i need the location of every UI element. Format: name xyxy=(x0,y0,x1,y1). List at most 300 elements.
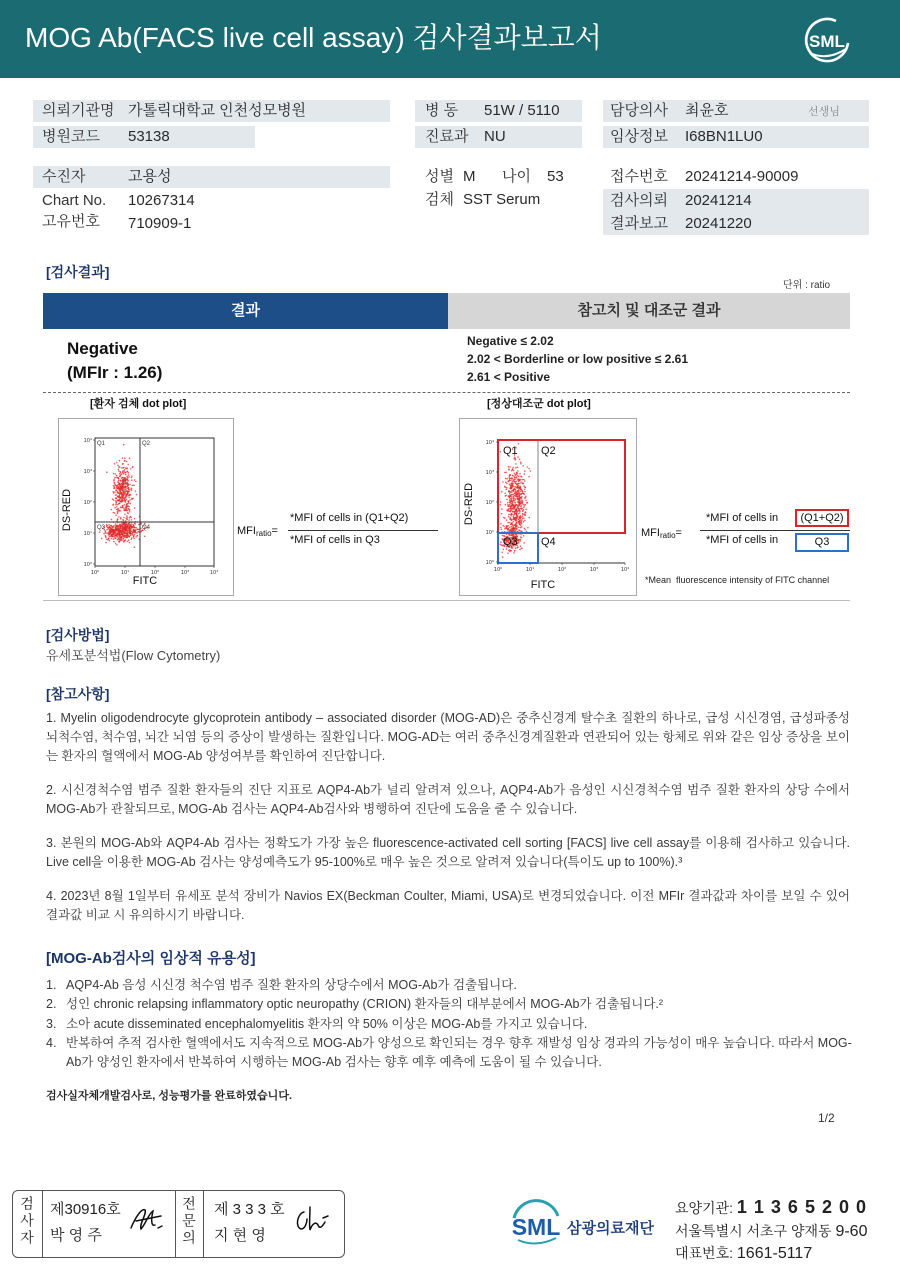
event-dot xyxy=(121,485,123,487)
event-dot xyxy=(508,514,510,516)
report-title: MOG Ab(FACS live cell assay) 검사결과보고서 xyxy=(25,22,602,53)
event-dot xyxy=(125,492,127,494)
age-label: 나이 xyxy=(502,168,531,185)
list-text: AQP4-Ab 음성 시신경 척수염 범주 질환 환자의 상당수에서 MOG-Ab가 검출됩니다. xyxy=(66,978,517,992)
event-dot xyxy=(513,516,515,518)
event-dot xyxy=(121,498,123,500)
event-dot xyxy=(128,474,130,476)
event-dot xyxy=(525,496,527,498)
event-dot xyxy=(113,529,115,531)
event-dot xyxy=(507,504,509,506)
event-dot xyxy=(125,494,127,496)
event-dot xyxy=(131,479,133,481)
event-dot xyxy=(500,544,502,546)
list-text: 성인 chronic relapsing inflammatory optic neuropathy (CRION) 환자들의 대부분에서 MOG-Ab가 검출됩니다.² xyxy=(66,997,664,1012)
event-dot xyxy=(517,506,519,508)
event-dot xyxy=(99,531,101,533)
x-tick-label: 10⁴ xyxy=(620,567,630,573)
org-name: 삼광의료재단 xyxy=(567,1220,654,1237)
event-dot xyxy=(126,490,128,492)
event-dot xyxy=(137,528,139,530)
event-dot xyxy=(509,527,511,529)
event-dot xyxy=(514,493,516,495)
event-dot xyxy=(110,525,112,527)
event-dot xyxy=(136,494,138,496)
event-dot xyxy=(524,505,526,507)
event-dot xyxy=(126,533,128,535)
event-dot xyxy=(123,495,125,497)
event-dot xyxy=(120,479,122,481)
event-dot xyxy=(122,506,124,508)
event-dot xyxy=(119,476,121,478)
event-dot xyxy=(518,490,520,492)
event-dot xyxy=(515,513,517,515)
event-dot xyxy=(511,500,513,502)
event-dot xyxy=(525,500,527,502)
event-dot xyxy=(122,487,124,489)
event-dot xyxy=(121,523,123,525)
event-dot xyxy=(125,486,127,488)
event-dot xyxy=(113,541,115,543)
event-dot xyxy=(505,495,507,497)
sml-logo xyxy=(796,9,858,71)
quadrant-label-q1: Q1 xyxy=(97,441,106,447)
event-dot xyxy=(117,504,119,506)
org-logo xyxy=(506,1196,566,1248)
q1-q2-highlight-box: (Q1+Q2) xyxy=(795,509,849,527)
result-bottom-divider xyxy=(43,600,850,601)
event-dot xyxy=(114,484,116,486)
event-dot xyxy=(137,531,139,533)
event-dot xyxy=(127,493,129,495)
facility-line xyxy=(675,1197,867,1218)
event-dot xyxy=(129,484,131,486)
facility-number: 1 1 3 6 5 2 0 0 xyxy=(736,1197,867,1217)
event-dot xyxy=(106,471,108,473)
event-dot xyxy=(119,537,121,539)
event-dot xyxy=(512,481,514,483)
event-dot xyxy=(509,493,511,495)
event-dot xyxy=(123,493,125,495)
event-dot xyxy=(137,535,139,537)
event-dot xyxy=(507,552,509,554)
event-dot xyxy=(501,491,503,493)
clinical-utility-title: [MOG-Ab검사의 임상적 유용성] xyxy=(46,950,256,967)
event-dot xyxy=(520,493,522,495)
mfi-subscript: ratio xyxy=(659,531,676,540)
event-dot xyxy=(519,549,521,551)
event-dot xyxy=(512,525,514,527)
event-dot xyxy=(516,498,518,500)
event-dot xyxy=(524,529,526,531)
event-dot xyxy=(124,509,126,511)
event-dot xyxy=(123,485,125,487)
event-dot xyxy=(124,504,126,506)
event-dot xyxy=(116,544,118,546)
event-dot xyxy=(116,499,118,501)
y-tick-label: 10⁴ xyxy=(485,440,494,446)
quadrant-label-q3: Q3 xyxy=(97,525,106,531)
event-dot xyxy=(522,493,524,495)
event-dot xyxy=(127,516,129,518)
event-dot xyxy=(130,468,132,470)
event-dot xyxy=(131,477,133,479)
department-value: NU xyxy=(484,128,506,145)
event-dot xyxy=(514,519,516,521)
event-dot xyxy=(518,527,520,529)
event-dot xyxy=(115,532,117,534)
specialist-license: 제 3 3 3 호 xyxy=(214,1201,285,1218)
event-dot xyxy=(119,460,121,462)
y-tick-label: 10³ xyxy=(83,469,92,475)
event-dot xyxy=(123,491,125,493)
event-dot xyxy=(135,481,137,483)
event-dot xyxy=(508,466,510,468)
event-dot xyxy=(130,525,132,527)
event-dot xyxy=(519,502,521,504)
event-dot xyxy=(120,539,122,541)
equals-sign: = xyxy=(271,525,278,537)
event-dot xyxy=(109,534,111,536)
x-axis-label: FITC xyxy=(530,579,556,591)
event-dot xyxy=(121,536,123,538)
event-dot xyxy=(513,494,515,496)
event-dot xyxy=(518,500,520,502)
event-dot xyxy=(109,540,111,542)
event-dot xyxy=(117,492,119,494)
event-dot xyxy=(526,531,528,533)
institution-label: 의뢰기관명 xyxy=(42,102,115,119)
event-dot xyxy=(520,530,522,532)
x-tick-label: 10⁴ xyxy=(209,570,219,576)
event-dot xyxy=(127,478,129,480)
event-dot xyxy=(116,486,118,488)
event-dot xyxy=(133,485,135,487)
event-dot xyxy=(116,509,118,511)
unique-id-value: 710909-1 xyxy=(128,215,192,232)
event-dot xyxy=(105,532,107,534)
event-dot xyxy=(508,528,510,530)
event-dot xyxy=(523,517,525,519)
fraction-bar xyxy=(288,530,438,531)
event-dot xyxy=(127,512,129,514)
patient-plot-title: [환자 검체 dot plot] xyxy=(90,398,187,410)
event-dot xyxy=(506,478,508,480)
event-dot xyxy=(132,526,134,528)
event-dot xyxy=(129,494,131,496)
event-dot xyxy=(116,475,118,477)
clinical-utility-list xyxy=(46,976,852,1072)
event-dot xyxy=(115,500,117,502)
dashed-divider xyxy=(43,392,850,393)
quadrant-label-q2: Q2 xyxy=(541,445,556,457)
event-dot xyxy=(124,460,126,462)
event-dot xyxy=(505,527,507,529)
signature-divider xyxy=(203,1190,204,1258)
event-dot xyxy=(115,514,117,516)
event-dot xyxy=(128,487,130,489)
specimen-value: SST Serum xyxy=(463,191,541,208)
address-number: 9-60 xyxy=(835,1223,868,1240)
results-section-title: [검사결과] xyxy=(46,264,110,280)
event-dot xyxy=(508,516,510,518)
y-axis-label: DS-RED xyxy=(61,488,73,532)
event-dot xyxy=(116,533,118,535)
event-dot xyxy=(508,497,510,499)
event-dot xyxy=(502,481,504,483)
event-dot xyxy=(519,512,521,514)
mfi-subscript: ratio xyxy=(255,529,272,538)
event-dot xyxy=(123,529,125,531)
event-dot xyxy=(131,538,133,540)
event-dot xyxy=(501,552,503,554)
event-dot xyxy=(111,538,113,540)
event-dot xyxy=(132,534,134,536)
unique-id-label: 고유번호 xyxy=(42,213,100,230)
event-dot xyxy=(120,488,122,490)
event-dot xyxy=(501,529,503,531)
event-dot xyxy=(126,508,128,510)
examiner-license: 제30916호 xyxy=(50,1201,121,1218)
event-dot xyxy=(103,533,105,535)
clinical-info-label: 임상정보 xyxy=(610,128,668,145)
event-dot xyxy=(134,518,136,520)
event-dot xyxy=(524,491,526,493)
event-dot xyxy=(518,443,520,445)
event-dot xyxy=(513,490,515,492)
event-dot xyxy=(524,489,526,491)
event-dot xyxy=(509,518,511,520)
event-dot xyxy=(127,508,129,510)
event-dot xyxy=(109,527,111,529)
event-dot xyxy=(513,530,515,532)
event-dot xyxy=(111,509,113,511)
event-dot xyxy=(117,496,119,498)
event-dot xyxy=(508,491,510,493)
event-dot xyxy=(111,528,113,530)
specimen-label: 검체 xyxy=(425,191,454,208)
event-dot xyxy=(517,491,519,493)
equals-sign: = xyxy=(675,527,682,539)
event-dot xyxy=(509,466,511,468)
event-dot xyxy=(129,511,131,513)
clinical-info-value: I68BN1LU0 xyxy=(685,128,763,145)
event-dot xyxy=(520,461,522,463)
institution-value: 가톨릭대학교 인천성모병원 xyxy=(128,102,307,119)
event-dot xyxy=(117,488,119,490)
ward-value: 51W / 5110 xyxy=(484,102,560,119)
event-dot xyxy=(510,530,512,532)
event-dot xyxy=(512,467,514,469)
chart-no-label: Chart No. xyxy=(42,192,107,209)
event-dot xyxy=(119,541,121,543)
event-dot xyxy=(125,472,127,474)
event-dot xyxy=(120,529,122,531)
event-dot xyxy=(133,538,135,540)
event-dot xyxy=(518,493,520,495)
y-tick-label: 10¹ xyxy=(485,530,494,536)
event-dot xyxy=(524,473,526,475)
report-date-label: 결과보고 xyxy=(610,215,668,232)
event-dot xyxy=(517,504,519,506)
y-axis-label: DS-RED xyxy=(463,482,475,526)
event-dot xyxy=(510,485,512,487)
event-dot xyxy=(119,497,121,499)
event-dot xyxy=(123,538,125,540)
event-dot xyxy=(119,529,121,531)
event-dot xyxy=(131,475,133,477)
event-dot xyxy=(126,482,128,484)
event-dot xyxy=(112,526,114,528)
event-dot xyxy=(120,487,122,489)
event-dot xyxy=(135,531,137,533)
event-dot xyxy=(521,490,523,492)
event-dot xyxy=(121,474,123,476)
event-dot xyxy=(107,539,109,541)
event-dot xyxy=(109,536,111,538)
event-dot xyxy=(507,502,509,504)
event-dot xyxy=(519,517,521,519)
event-dot xyxy=(521,508,523,510)
sex-label: 성별 xyxy=(425,168,454,185)
event-dot xyxy=(126,499,128,501)
event-dot xyxy=(525,508,527,510)
event-dot xyxy=(519,483,521,485)
event-dot xyxy=(134,479,136,481)
event-dot xyxy=(504,517,506,519)
signature-divider xyxy=(175,1190,176,1258)
event-dot xyxy=(528,468,530,470)
event-dot xyxy=(510,550,512,552)
examiner-name: 박 영 주 xyxy=(50,1227,102,1244)
event-dot xyxy=(125,497,127,499)
event-dot xyxy=(510,498,512,500)
event-dot xyxy=(517,521,519,523)
event-dot xyxy=(120,525,122,527)
event-dot xyxy=(523,504,525,506)
department-label: 진료과 xyxy=(425,128,469,145)
event-dot xyxy=(522,465,524,467)
request-date-label: 검사의뢰 xyxy=(610,192,668,209)
event-dot xyxy=(509,474,511,476)
event-dot xyxy=(507,509,509,511)
event-dot xyxy=(519,498,521,500)
event-dot xyxy=(508,550,510,552)
event-dot xyxy=(520,525,522,527)
age-value: 53 xyxy=(547,168,564,185)
event-dot xyxy=(510,515,512,517)
event-dot xyxy=(123,483,125,485)
event-dot xyxy=(509,522,511,524)
event-dot xyxy=(118,480,120,482)
formula-numerator: *MFI of cells in (Q1+Q2) xyxy=(290,512,409,524)
phone-line xyxy=(675,1243,812,1263)
receipt-label: 접수번호 xyxy=(610,168,668,185)
phone-number: 1661-5117 xyxy=(736,1245,813,1262)
event-dot xyxy=(110,532,112,534)
event-dot xyxy=(113,535,115,537)
event-dot xyxy=(505,472,507,474)
event-dot xyxy=(123,444,125,446)
mfi-text: MFI xyxy=(641,527,660,539)
note-paragraph: 3. 본원의 MOG-Ab와 AQP4-Ab 검사는 정확도가 가장 높은 fluorescence-activated cell sorting [FACS] live cell assay를 이용해 검사하고 있습니다. Live cell을 이용한 MOG-Ab 검사는 양성예측도가 95-100%로 매우 높은 것으로 알려져 있습니다(특이도 up to 100%).³ xyxy=(46,836,850,869)
event-dot xyxy=(116,490,118,492)
event-dot xyxy=(119,488,121,490)
event-dot xyxy=(507,480,509,482)
event-dot xyxy=(115,527,117,529)
event-dot xyxy=(126,476,128,478)
event-dot xyxy=(126,526,128,528)
event-dot xyxy=(115,523,117,525)
event-dot xyxy=(524,528,526,530)
event-dot xyxy=(123,480,125,482)
event-dot xyxy=(124,522,126,524)
event-dot xyxy=(113,480,115,482)
mfi-ratio-label xyxy=(641,526,682,543)
event-dot xyxy=(119,492,121,494)
event-dot xyxy=(515,463,517,465)
event-dot xyxy=(129,533,131,535)
event-dot xyxy=(116,506,118,508)
event-dot xyxy=(122,463,124,465)
event-dot xyxy=(122,534,124,536)
quadrant-label-q2: Q2 xyxy=(142,441,151,447)
ward-label: 병 동 xyxy=(425,102,459,119)
y-tick-label: 10² xyxy=(485,500,494,506)
event-dot xyxy=(114,537,116,539)
list-text: 소아 acute disseminated encephalomyelitis 환자의 약 50% 이상은 MOG-Ab를 가지고 있습니다. xyxy=(66,1016,588,1031)
event-dot xyxy=(520,491,522,493)
event-dot xyxy=(511,508,513,510)
event-dot xyxy=(500,451,502,453)
event-dot xyxy=(112,533,114,535)
note-paragraph: 2. 시신경척수염 범주 질환 환자들의 진단 지표로 AQP4-Ab가 널리 알려져 있으나, AQP4-Ab가 음성인 시신경척수염 범주 질환 환자의 상당 수에서 MOG-Ab가 관찰되므로, MOG-Ab 검사는 AQP4-Ab검사와 병행하여 진단에 도움을 줄 수 있습니다. xyxy=(46,783,850,816)
signature-divider xyxy=(42,1190,43,1258)
event-dot xyxy=(125,529,127,531)
event-dot xyxy=(114,486,116,488)
event-dot xyxy=(524,480,526,482)
mfi-footnote: *Mean fluorescence intensity of FITC channel xyxy=(645,575,830,585)
event-dot xyxy=(505,488,507,490)
event-dot xyxy=(513,485,515,487)
event-dot xyxy=(516,472,518,474)
x-axis-label: FITC xyxy=(132,575,158,587)
patient-label: 수진자 xyxy=(42,168,86,185)
quadrant-label-q3: Q3 xyxy=(503,536,518,548)
event-dot xyxy=(144,536,146,538)
reference-column-header: 참고치 및 대조군 결과 xyxy=(448,293,850,329)
event-dot xyxy=(519,505,521,507)
event-dot xyxy=(530,470,532,472)
event-dot xyxy=(128,539,130,541)
event-dot xyxy=(519,473,521,475)
event-dot xyxy=(129,497,131,499)
page-number: 1/2 xyxy=(818,1111,835,1125)
event-dot xyxy=(505,482,507,484)
event-dot xyxy=(514,527,516,529)
event-dot xyxy=(131,519,133,521)
event-dot xyxy=(511,470,513,472)
event-dot xyxy=(520,545,522,547)
hospital-code-value: 53138 xyxy=(128,128,170,145)
fraction-bar xyxy=(700,530,850,531)
event-dot xyxy=(135,490,137,492)
result-interpretation: Negative xyxy=(67,339,138,358)
event-dot xyxy=(130,529,132,531)
event-dot xyxy=(124,480,126,482)
event-dot xyxy=(130,489,132,491)
event-dot xyxy=(517,479,519,481)
